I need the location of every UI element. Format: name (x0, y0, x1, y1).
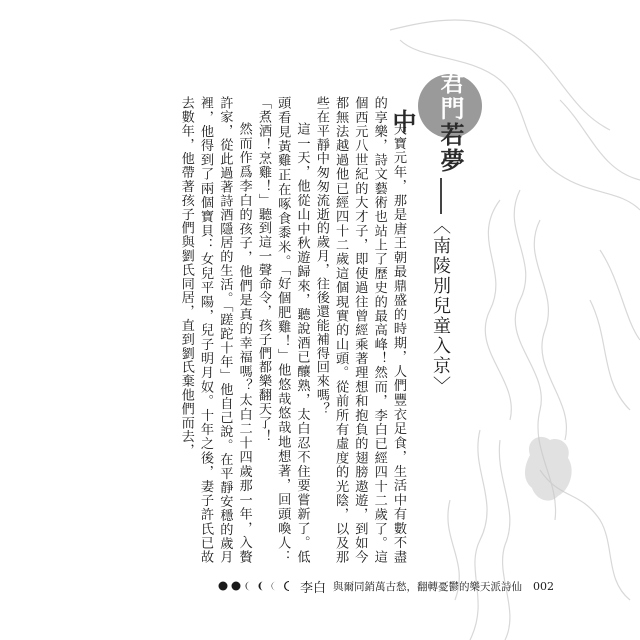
thin-crescent-moon-icon (283, 581, 293, 591)
waning-moon-icon (244, 581, 254, 591)
crescent-moon-icon (257, 581, 267, 591)
thin-crescent-moon-icon (270, 581, 280, 591)
paragraph-2: 這一天，他從山中秋遊歸來，聽說酒已釀熟，太白忍不住要嘗新了。低頭看見黃雞正在啄食黍米。「好個肥雞！」他悠哉悠哉地想著，回頭喚人：「煮酒！烹雞！」聽到這一聲命令，孩子們都樂翻天了！ (255, 96, 310, 564)
title-part-1: 君 (436, 70, 465, 96)
footer-author: 李白 (300, 580, 327, 596)
page-number: 002 (533, 579, 555, 593)
chapter-subtitle: 〈南陵別兒童入京〉 (430, 216, 451, 396)
footer-book-title: 與爾同銷萬古愁，翻轉憂鬱的樂天派詩仙 (333, 580, 523, 593)
full-moon-icon (231, 581, 241, 591)
title-part-2: 門 (436, 96, 465, 122)
page-footer (218, 578, 554, 594)
paragraph-3: 然而作爲李白的孩子，他們是真的幸福嗎？太白二十四歲那一年，入贅許家，從此過著詩酒隱居的生活。「蹉跎十年」他自己說。在平靜安穩的歲月裡，他得到了兩個寶貝：女兒平陽，兒子明月奴。十年之後，妻子許氏已故去數年，他帶著孩子們與劉氏同居，直到劉氏棄他們而去， (178, 96, 252, 564)
full-moon-icon (218, 581, 228, 591)
body-text (176, 96, 408, 564)
chapter-title (388, 70, 474, 174)
paragraph-1: 天寶元年，那是唐王朝最鼎盛的時期，人們豐衣足食，生活中有數不盡的享樂，詩文藝術也站上了歷史的最高峰！然而，李白已經四十二歲了。這個西元八世紀的大才子，即使過往曾經乘著理想和抱負的翅膀遨遊，到如今都無法越過他已經四十二歲這個現實的山頭。從前所有虛度的光陰，以及那些在平靜中匆匆流逝的歲月，往後還能補得回來嗎？ (313, 96, 406, 564)
title-dash (440, 178, 442, 214)
chapter-title-block (388, 66, 482, 174)
title-part-3: 若夢中 (388, 109, 465, 174)
